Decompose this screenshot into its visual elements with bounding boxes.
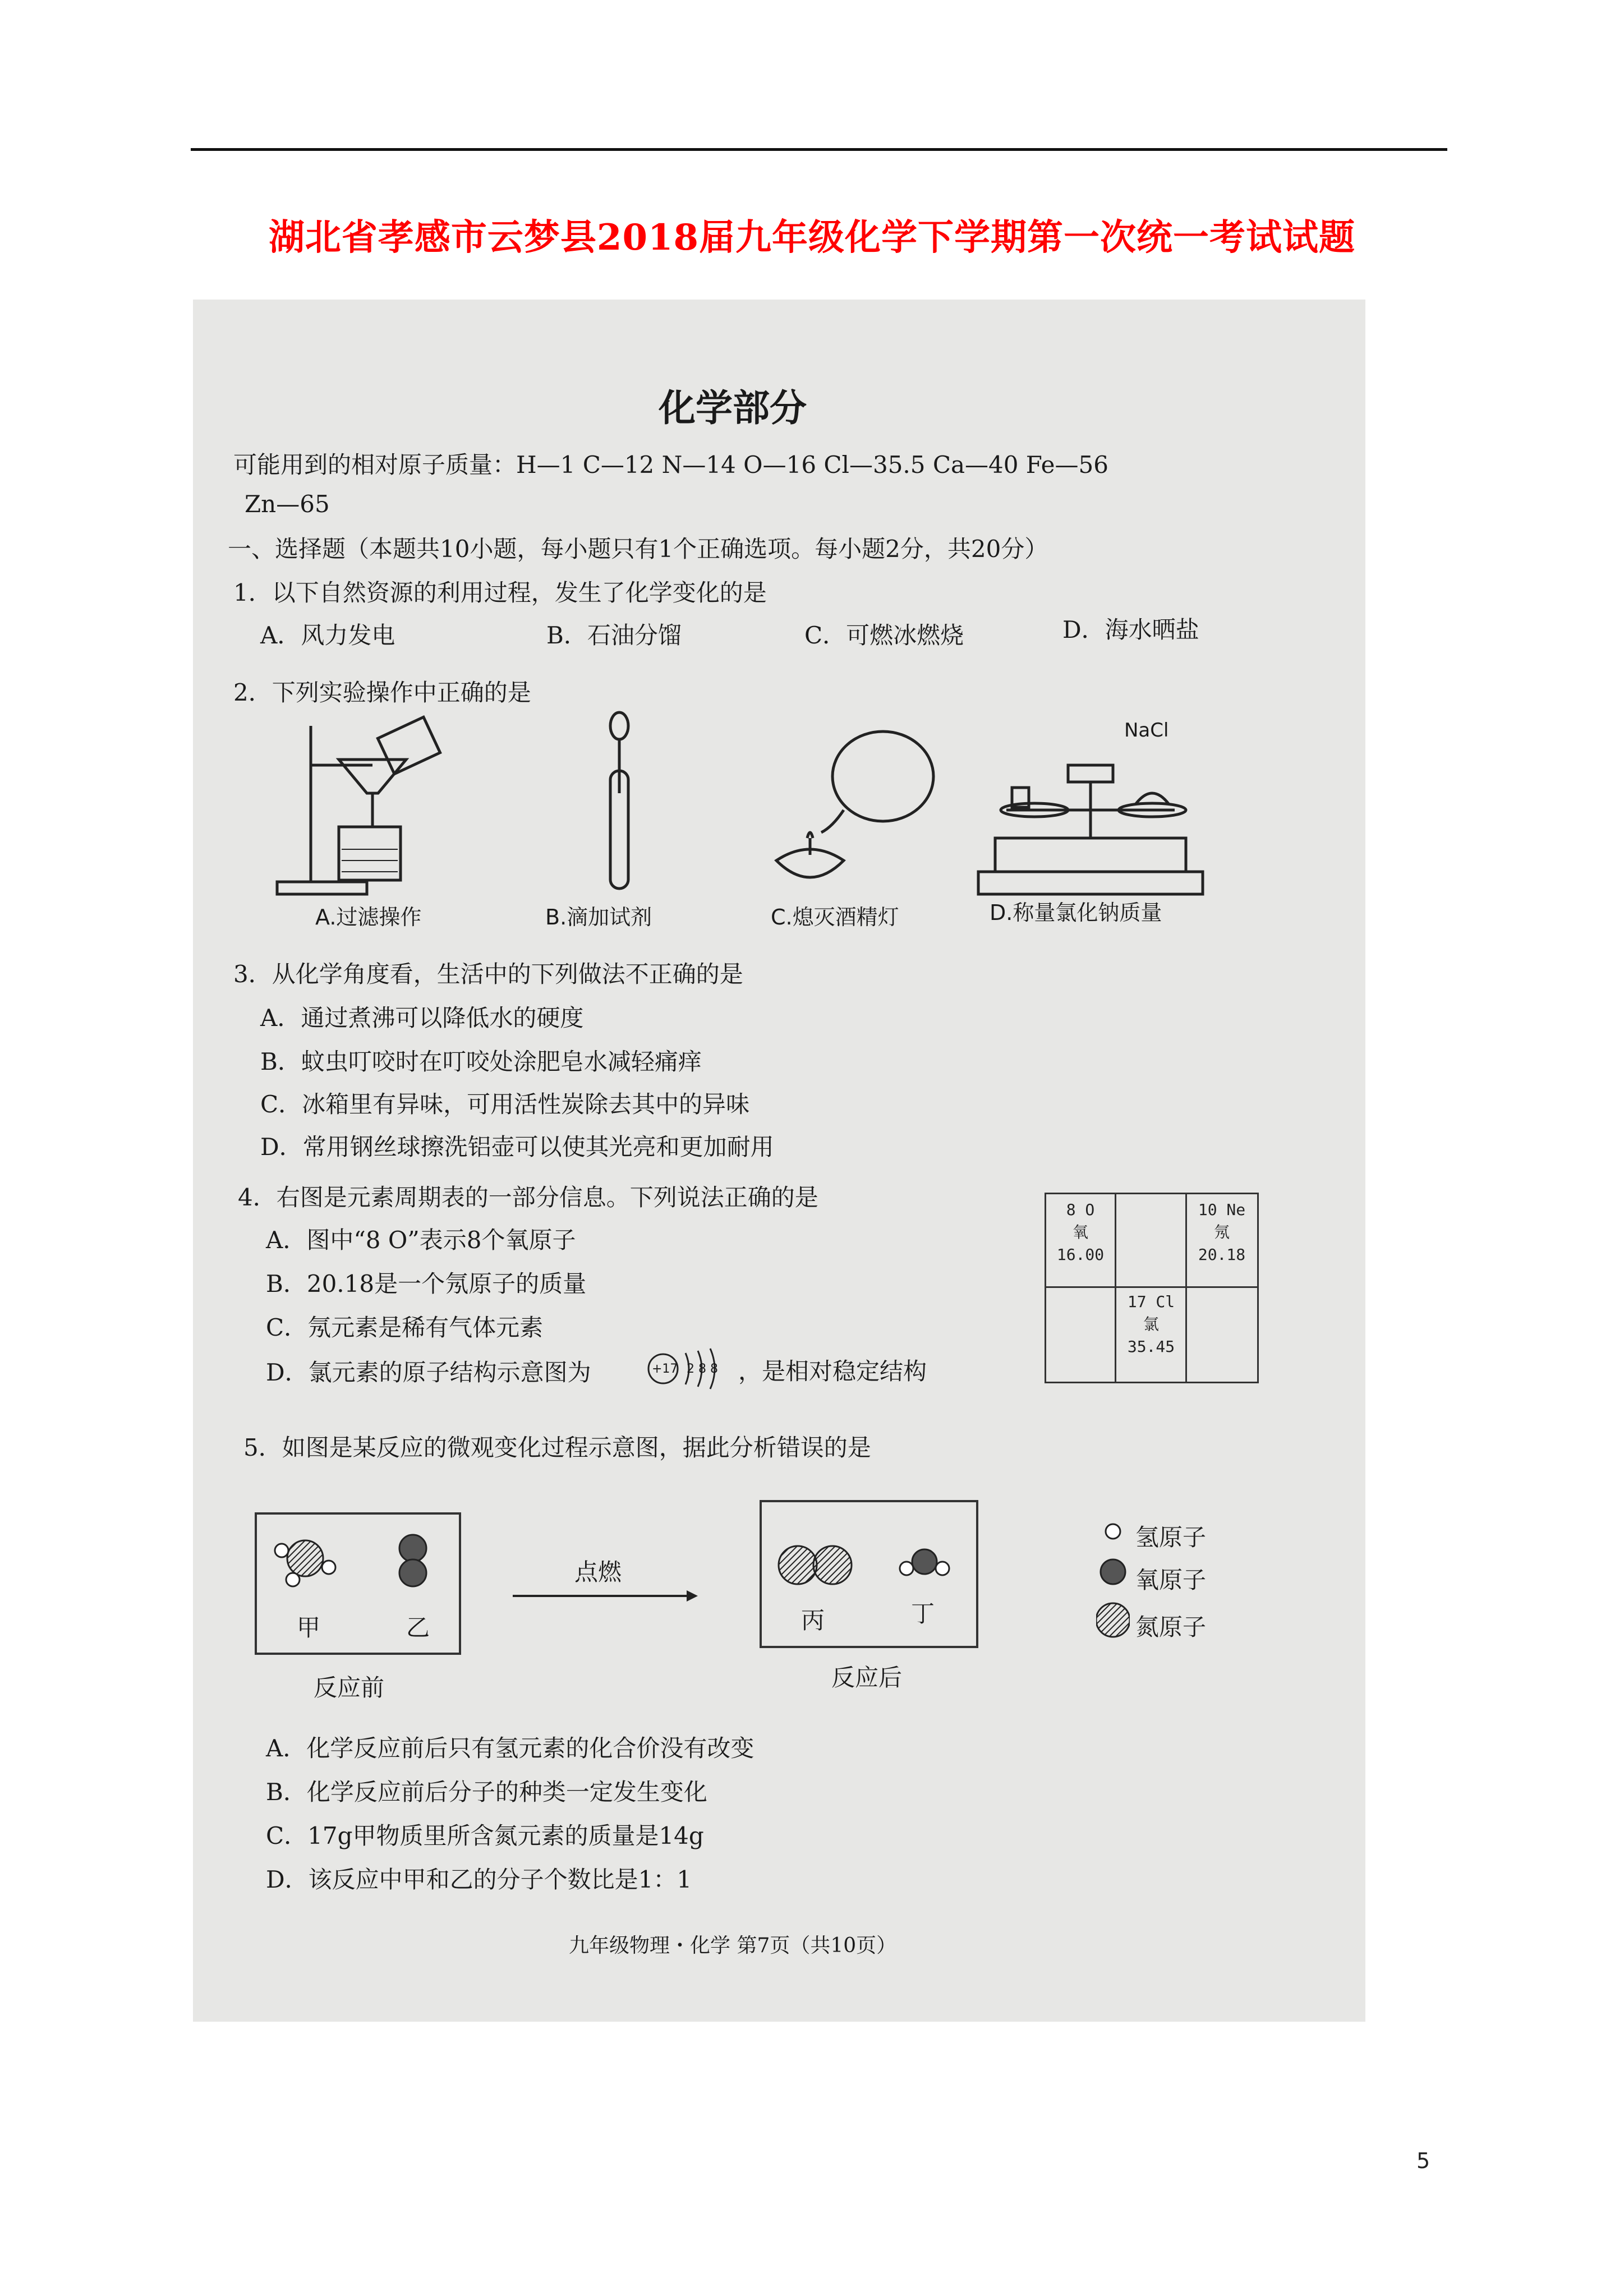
nacl-label: NaCl	[1124, 719, 1169, 742]
legend-hydrogen: 氢原子	[1135, 1524, 1207, 1551]
electron-shells: 2 8 8	[687, 1362, 718, 1376]
alcohol-lamp-blowing-drawing	[760, 726, 950, 900]
q5-option-a: A．化学反应前后只有氢元素的化合价没有改变	[266, 1734, 755, 1762]
label-jia: 甲	[297, 1614, 321, 1641]
oxygen-number-symbol: 8 O	[1066, 1200, 1095, 1219]
exam-page-footer: 九年级物理・化学 第7页（共10页）	[569, 1934, 897, 1957]
filtration-apparatus-drawing	[272, 715, 451, 900]
q3-option-a: A．通过煮沸可以降低水的硬度	[260, 1004, 584, 1032]
chlorine-name: 氯	[1143, 1315, 1159, 1333]
q5-option-b: B．化学反应前后分子的种类一定发生变化	[266, 1778, 707, 1806]
page-number: 5	[1416, 2148, 1430, 2173]
label-bing: 丙	[801, 1607, 825, 1634]
legend-nitrogen: 氮原子	[1135, 1613, 1207, 1641]
q1-option-d: D．海水晒盐	[1062, 616, 1199, 643]
q5-stem: 5．如图是某反应的微观变化过程示意图，据此分析错误的是	[243, 1434, 871, 1461]
q2-caption-c: C.熄灭酒精灯	[771, 905, 899, 930]
q3-option-b: B．蚊虫叮咬时在叮咬处涂肥皂水减轻痛痒	[260, 1048, 702, 1075]
element-cell-oxygen	[1046, 1199, 1115, 1291]
q2-stem: 2．下列实验操作中正确的是	[233, 679, 531, 706]
q4-option-a: A．图中“8 O”表示8个氧原子	[266, 1226, 576, 1254]
chlorine-number-symbol: 17 Cl	[1127, 1292, 1175, 1311]
q4-option-d-tail: ，是相对稳定结构	[738, 1358, 927, 1385]
element-cell-neon	[1188, 1199, 1256, 1291]
q3-option-c: C．冰箱里有异味，可用活性炭除去其中的异味	[260, 1091, 750, 1118]
q4-option-c: C．氖元素是稀有气体元素	[266, 1314, 544, 1341]
legend-oxygen: 氧原子	[1135, 1566, 1207, 1594]
q1-option-c: C．可燃冰燃烧	[804, 622, 964, 649]
q4-option-d: D．氯元素的原子结构示意图为	[266, 1359, 591, 1386]
neon-number-symbol: 10 Ne	[1198, 1200, 1246, 1219]
q5-option-c: C．17g甲物质里所含氮元素的质量是14g	[266, 1822, 704, 1849]
q5-option-d: D．该反应中甲和乙的分子个数比是1：1	[266, 1866, 692, 1893]
label-yi: 乙	[406, 1614, 430, 1641]
arrow-label-ignite: 点燃	[574, 1558, 622, 1586]
q3-option-d: D．常用钢丝球擦洗铝壶可以使其光亮和更加耐用	[260, 1133, 774, 1161]
neon-name: 氖	[1213, 1223, 1230, 1241]
q2-caption-b: B.滴加试剂	[545, 905, 652, 930]
before-reaction-label: 反应前	[314, 1674, 385, 1701]
after-reaction-label: 反应后	[831, 1664, 903, 1691]
molecule-bing-ding-drawing	[771, 1534, 967, 1595]
q2-caption-a: A.过滤操作	[315, 905, 422, 930]
reaction-arrow	[513, 1588, 698, 1604]
section-title: 化学部分	[659, 386, 807, 430]
q1-option-b: B．石油分馏	[546, 622, 682, 649]
periodic-table-fragment	[1045, 1193, 1259, 1383]
balance-scale-drawing	[973, 737, 1208, 900]
scanned-exam-photo	[193, 300, 1365, 2022]
dropper-test-tube-drawing	[586, 709, 653, 894]
q1-option-a: A．风力发电	[260, 622, 395, 649]
table-divider	[1115, 1194, 1116, 1382]
q2-caption-d: D.称量氯化钠质量	[990, 900, 1162, 925]
neon-mass: 20.18	[1198, 1245, 1246, 1264]
label-ding: 丁	[911, 1600, 935, 1627]
header-rule	[191, 148, 1447, 151]
atom-legend-icons	[1096, 1516, 1130, 1650]
oxygen-name: 氧	[1072, 1223, 1088, 1241]
atomic-masses-line2: Zn—65	[245, 490, 330, 518]
q3-stem: 3．从化学角度看，生活中的下列做法不正确的是	[233, 960, 743, 988]
element-cell-chlorine	[1117, 1291, 1185, 1383]
table-divider	[1185, 1194, 1187, 1382]
oxygen-mass: 16.00	[1056, 1245, 1105, 1264]
q1-stem: 1．以下自然资源的利用过程，发生了化学变化的是	[233, 579, 767, 606]
q4-stem: 4．右图是元素周期表的一部分信息。下列说法正确的是	[238, 1184, 818, 1211]
q4-option-b: B．20.18是一个氖原子的质量	[266, 1270, 587, 1297]
molecule-jia-yi-drawing	[266, 1528, 451, 1595]
atomic-masses-line1: 可能用到的相对原子质量：H—1 C—12 N—14 O—16 Cl—35.5 Ca—40 Fe—56	[233, 451, 1108, 478]
document-title: 湖北省孝感市云梦县2018届九年级化学下学期第一次统一考试试题	[268, 217, 1356, 259]
part1-heading: 一、选择题（本题共10小题，每小题只有1个正确选项。每小题2分，共20分）	[228, 535, 1048, 563]
chlorine-mass: 35.45	[1127, 1337, 1175, 1356]
nucleus-charge: +17	[652, 1362, 678, 1376]
